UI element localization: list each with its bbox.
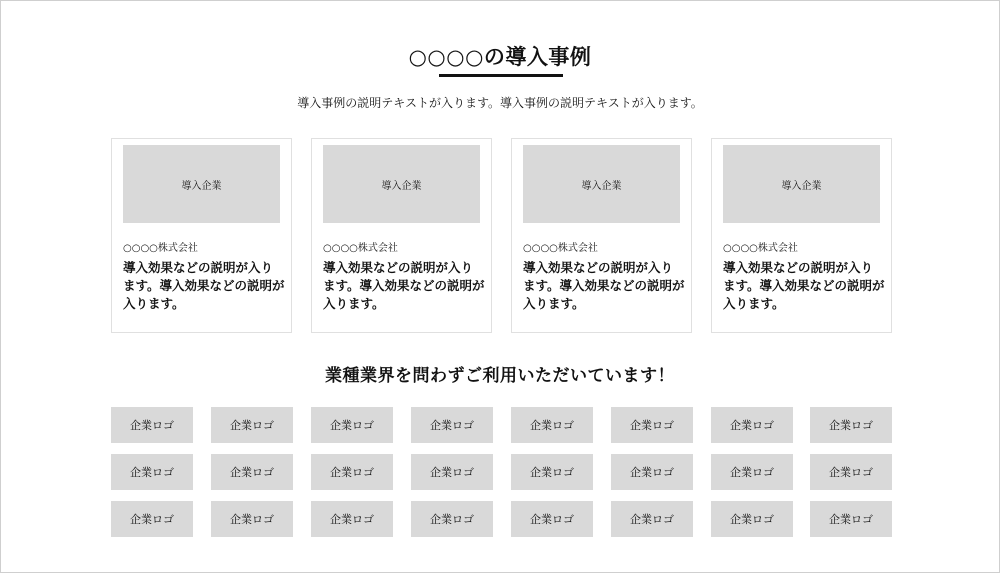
case-description: 導入効果などの説明が入ります。導入効果などの説明が入ります。 — [723, 260, 885, 311]
image-label: 導入企業 — [581, 180, 622, 192]
image-label: 導入企業 — [181, 180, 222, 192]
case-description: 導入効果などの説明が入ります。導入効果などの説明が入ります。 — [323, 260, 485, 311]
client-logo: 企業ロゴ — [611, 501, 693, 537]
client-logo: 企業ロゴ — [411, 407, 493, 443]
client-logo: 企業ロゴ — [311, 407, 393, 443]
client-logo: 企業ロゴ — [511, 407, 593, 443]
company-image-placeholder — [723, 145, 880, 223]
image-label: 導入企業 — [781, 180, 822, 192]
client-logo: 企業ロゴ — [111, 407, 193, 443]
client-logo: 企業ロゴ — [810, 407, 892, 443]
client-logo: 企業ロゴ — [211, 407, 293, 443]
image-label: 導入企業 — [381, 180, 422, 192]
company-image-placeholder — [123, 145, 280, 223]
title-underline — [439, 74, 563, 77]
case-description: 導入効果などの説明が入ります。導入効果などの説明が入ります。 — [123, 260, 285, 311]
company-name: ○○○○株式会社 — [723, 243, 798, 254]
company-name: ○○○○株式会社 — [323, 243, 398, 254]
client-logo: 企業ロゴ — [810, 454, 892, 490]
client-logo: 企業ロゴ — [810, 501, 892, 537]
client-logo: 企業ロゴ — [711, 407, 793, 443]
case-study-card[interactable] — [511, 138, 692, 333]
case-description: 導入効果などの説明が入ります。導入効果などの説明が入ります。 — [523, 260, 685, 311]
client-logo: 企業ロゴ — [411, 454, 493, 490]
client-logo: 企業ロゴ — [211, 501, 293, 537]
client-logo: 企業ロゴ — [511, 501, 593, 537]
section-lead: 導入事例の説明テキストが入ります。導入事例の説明テキストが入ります。 — [297, 96, 703, 110]
company-image-placeholder — [523, 145, 680, 223]
page-title: ○○○○の導入事例 — [408, 45, 592, 69]
client-logo: 企業ロゴ — [611, 407, 693, 443]
client-logo: 企業ロゴ — [211, 454, 293, 490]
client-logo-grid — [111, 407, 892, 537]
case-study-list — [111, 138, 891, 333]
clients-heading: 業種業界を問わずご利用いただいています！ — [325, 366, 675, 386]
client-logo: 企業ロゴ — [611, 454, 693, 490]
case-study-card[interactable] — [111, 138, 292, 333]
case-study-card[interactable] — [311, 138, 492, 333]
client-logo: 企業ロゴ — [311, 501, 393, 537]
client-logo: 企業ロゴ — [711, 501, 793, 537]
client-logo: 企業ロゴ — [511, 454, 593, 490]
client-logo: 企業ロゴ — [411, 501, 493, 537]
case-study-card[interactable] — [711, 138, 892, 333]
client-logo: 企業ロゴ — [311, 454, 393, 490]
client-logo: 企業ロゴ — [111, 501, 193, 537]
company-image-placeholder — [323, 145, 480, 223]
client-logo: 企業ロゴ — [711, 454, 793, 490]
company-name: ○○○○株式会社 — [123, 243, 198, 254]
client-logo: 企業ロゴ — [111, 454, 193, 490]
company-name: ○○○○株式会社 — [523, 243, 598, 254]
